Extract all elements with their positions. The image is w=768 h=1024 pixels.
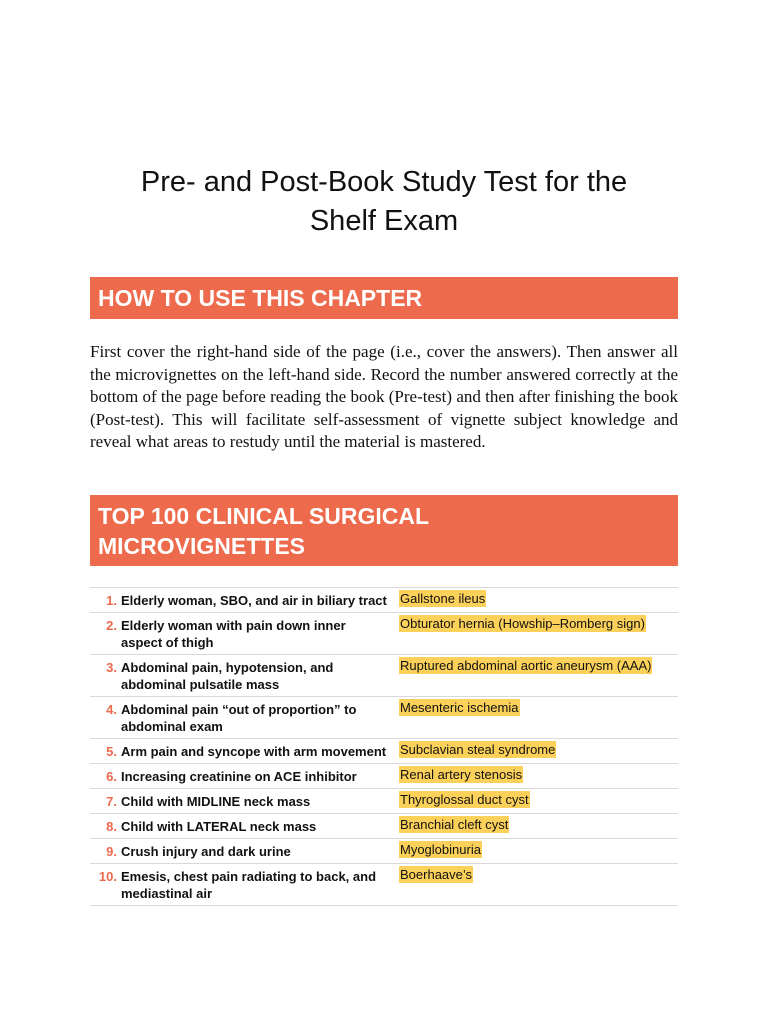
section-heading-top-100-line2: MICROVIGNETTES	[98, 533, 306, 559]
vignette-answer-cell	[389, 864, 678, 905]
page-title-line2: Shelf Exam	[309, 205, 459, 237]
table-row	[90, 613, 678, 655]
table-row	[90, 697, 678, 739]
section-heading-how-to-use-text: HOW TO USE THIS CHAPTER	[98, 285, 423, 311]
vignette-answer: Branchial cleft cyst	[400, 817, 509, 832]
page-title-line1: Pre- and Post-Book Study Test for the	[140, 166, 628, 198]
vignette-answer-cell	[389, 655, 678, 696]
vignette-answer: Obturator hernia (Howship–Romberg sign)	[400, 616, 645, 631]
vignette-answer: Subclavian steal syndrome	[400, 742, 556, 757]
vignette-question: Emesis, chest pain radiating to back, and mediastinal air	[121, 869, 377, 901]
vignette-number: 5.	[106, 744, 117, 759]
vignette-answer-cell	[389, 789, 678, 813]
vignette-number: 4.	[106, 702, 117, 717]
section-heading-top-100	[90, 495, 678, 566]
vignette-answer-cell	[389, 764, 678, 788]
vignette-answer: Ruptured abdominal aortic aneurysm (AAA)	[400, 658, 652, 673]
table-row	[90, 839, 678, 864]
section-heading-how-to-use	[90, 277, 678, 319]
vignette-answer-cell	[389, 613, 678, 654]
vignette-number: 1.	[106, 593, 117, 608]
vignette-question: Child with MIDLINE neck mass	[121, 794, 311, 809]
table-row	[90, 864, 678, 906]
vignette-answer: Gallstone ileus	[400, 591, 486, 606]
vignette-answer-cell	[389, 697, 678, 738]
table-row	[90, 739, 678, 764]
vignette-question: Elderly woman with pain down inner aspect of thigh	[121, 618, 346, 650]
vignette-answer-cell	[389, 839, 678, 863]
vignette-question: Child with LATERAL neck mass	[121, 819, 317, 834]
vignette-number: 2.	[106, 618, 117, 633]
table-row	[90, 588, 678, 613]
vignette-table	[90, 587, 678, 906]
vignette-answer-cell	[389, 588, 678, 612]
vignette-answer: Myoglobinuria	[400, 842, 481, 857]
page-title	[90, 163, 678, 241]
vignette-answer-cell	[389, 814, 678, 838]
table-row	[90, 789, 678, 814]
table-row	[90, 764, 678, 789]
vignette-number: 3.	[106, 660, 117, 675]
vignette-number: 7.	[106, 794, 117, 809]
vignette-number: 10.	[98, 869, 117, 884]
section-heading-top-100-line1: TOP 100 CLINICAL SURGICAL	[98, 503, 430, 529]
vignette-answer-cell	[389, 739, 678, 763]
vignette-answer: Mesenteric ischemia	[400, 700, 519, 715]
vignette-question: Abdominal pain, hypotension, and abdominal pulsatile mass	[121, 660, 334, 692]
vignette-number: 9.	[106, 844, 117, 859]
vignette-number: 6.	[106, 769, 117, 784]
vignette-answer: Boerhaave’s	[400, 867, 473, 882]
vignette-answer: Renal artery stenosis	[400, 767, 523, 782]
vignette-question: Crush injury and dark urine	[121, 844, 291, 859]
table-row	[90, 655, 678, 697]
intro-paragraph: First cover the right-hand side of the page (i.e., cover the answers). Then answer all the microvignettes on the left-hand side. Record the number answered correctly at the bottom of the page before reading the book (Pre-test) and then after finishing the book (Post-test). This will facilitate self-assessment of vignette subject knowledge and reveal what areas to restudy until the material is mastered.	[90, 342, 678, 451]
vignette-question: Elderly woman, SBO, and air in biliary tract	[121, 593, 387, 608]
vignette-number: 8.	[106, 819, 117, 834]
vignette-question: Increasing creatinine on ACE inhibitor	[121, 769, 357, 784]
table-row	[90, 814, 678, 839]
vignette-answer: Thyroglossal duct cyst	[400, 792, 529, 807]
vignette-question: Abdominal pain “out of proportion” to abdominal exam	[121, 702, 357, 734]
vignette-question: Arm pain and syncope with arm movement	[121, 744, 387, 759]
